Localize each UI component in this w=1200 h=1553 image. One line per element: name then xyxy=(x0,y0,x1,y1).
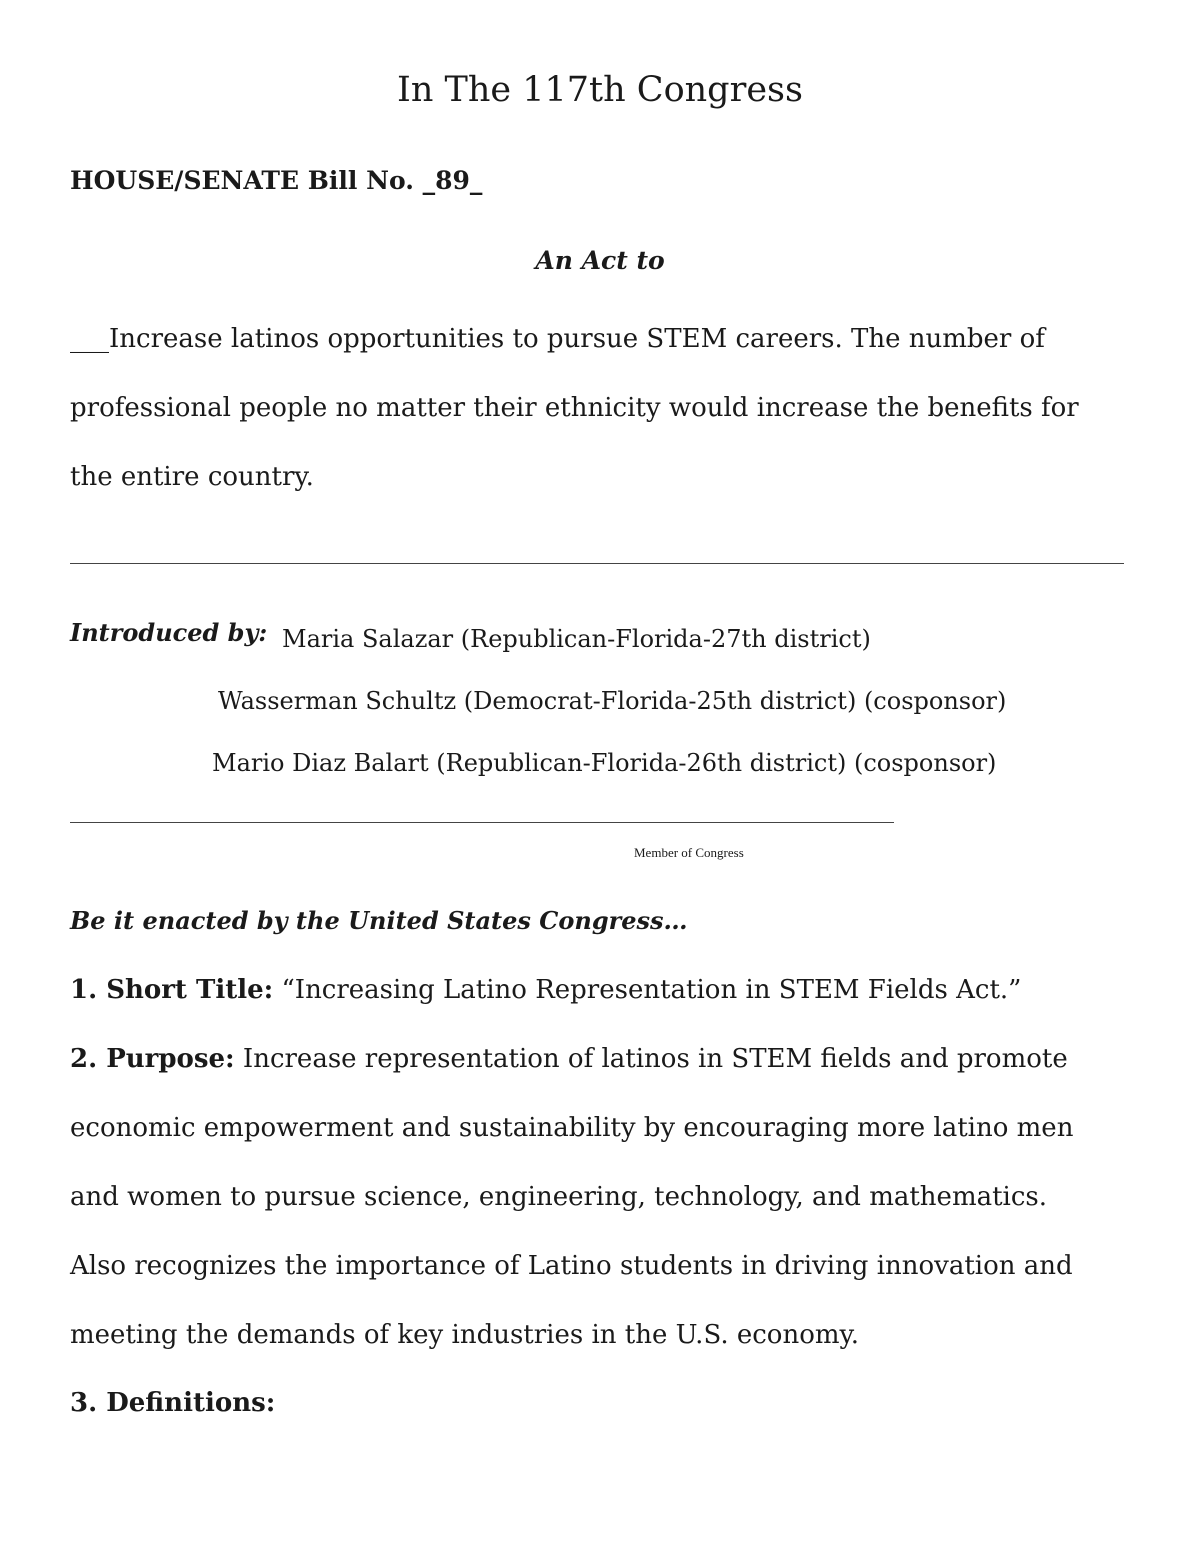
introduced-by-label: Introduced by: xyxy=(70,618,268,647)
page-title: In The 117th Congress xyxy=(397,70,803,110)
sponsor-primary: Maria Salazar (Republican-Florida-27th district) xyxy=(282,625,871,653)
purpose-label: 2. Purpose: xyxy=(70,1044,235,1074)
section-short-title xyxy=(70,975,1021,1005)
enacting-clause: Be it enacted by the United States Congress… xyxy=(70,906,688,935)
short-title-text: “Increasing Latino Representation in STEM Fields Act.” xyxy=(281,975,1022,1005)
act-description-line: the entire country. xyxy=(70,462,314,492)
sponsor-cosponsor: Wasserman Schultz (Democrat-Florida-25th district) (cosponsor) xyxy=(218,687,1007,715)
purpose-line: and women to pursue science, engineering, technology, and mathematics. xyxy=(70,1182,1048,1212)
section-definitions: 3. Definitions: xyxy=(70,1388,276,1418)
purpose-text: Increase representation of latinos in STEM fields and promote xyxy=(242,1044,1068,1074)
bill-label: HOUSE/SENATE Bill No. xyxy=(70,166,414,195)
act-description-line: ___Increase latinos opportunities to pursue STEM careers. The number of xyxy=(70,324,1045,354)
act-description-line: professional people no matter their ethnicity would increase the benefits for xyxy=(70,393,1079,423)
sponsor-cosponsor: Mario Diaz Balart (Republican-Florida-26th district) (cosponsor) xyxy=(212,749,997,777)
bill-number-line xyxy=(70,166,482,195)
purpose-line: Also recognizes the importance of Latino students in driving innovation and xyxy=(70,1251,1073,1281)
act-to-heading: An Act to xyxy=(535,246,665,275)
bill-number: _89_ xyxy=(422,166,483,195)
signature-line xyxy=(70,822,894,823)
section-divider xyxy=(70,563,1124,564)
section-purpose xyxy=(70,1044,1068,1074)
purpose-line: meeting the demands of key industries in the U.S. economy. xyxy=(70,1320,860,1350)
purpose-line: economic empowerment and sustainability by encouraging more latino men xyxy=(70,1113,1074,1143)
short-title-label: 1. Short Title: xyxy=(70,975,274,1005)
member-of-congress-label: Member of Congress xyxy=(634,845,744,860)
